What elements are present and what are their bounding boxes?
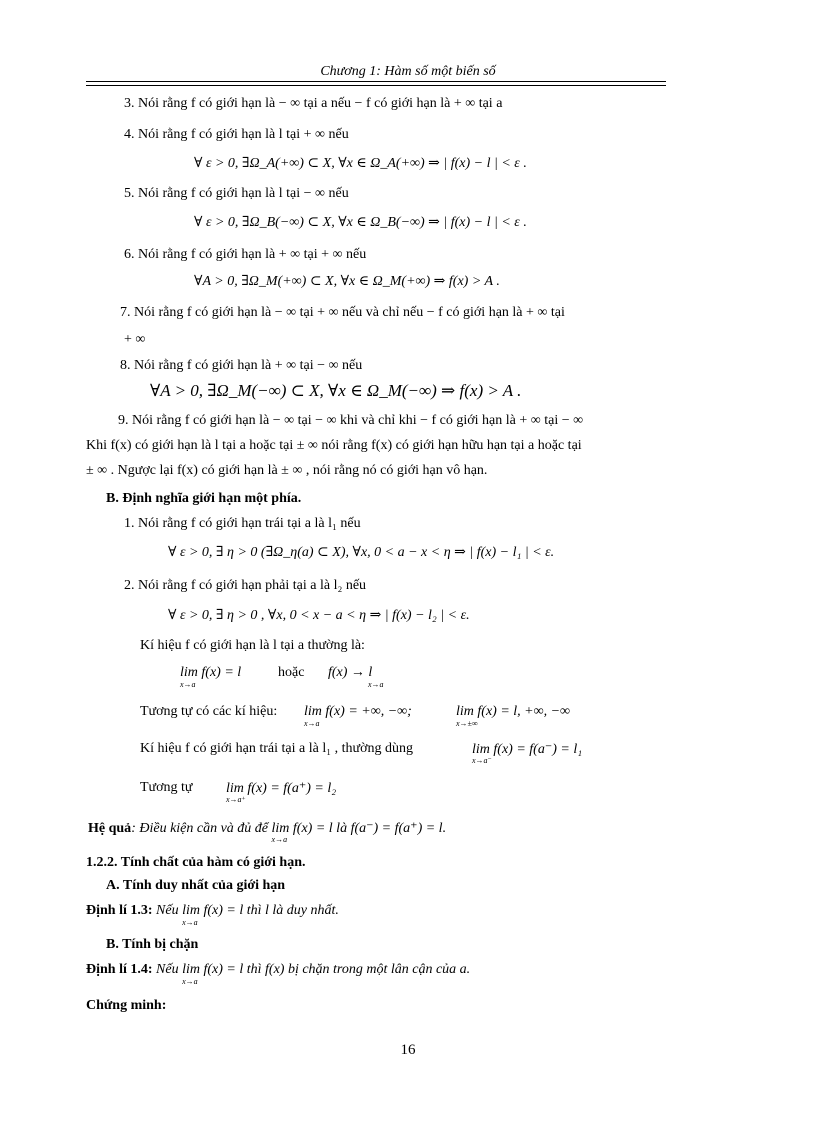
arrow-expression: f(x) → l bbox=[328, 665, 373, 680]
arrow-notation bbox=[328, 665, 384, 689]
theorem-text: Nếu bbox=[156, 903, 179, 918]
left-limit-notation-label: Kí hiệu f có giới hạn trái tại a là l₁ , thường dùng bbox=[140, 741, 413, 756]
lim-expression: lim f(x) = l, +∞, −∞ bbox=[456, 704, 571, 719]
section-b-bounded-title: B. Tính bị chặn bbox=[106, 937, 199, 952]
item-b2: 2. Nói rằng f có giới hạn phải tại a là l₂ nếu bbox=[124, 578, 367, 593]
item-4: 4. Nói rằng f có giới hạn là l tại + ∞ nếu bbox=[124, 127, 349, 142]
item-b1: 1. Nói rằng f có giới hạn trái tại a là l₁ nếu bbox=[124, 516, 361, 531]
lim-expression: lim f(x) = l thì l là duy nhất. bbox=[182, 903, 339, 918]
lim-subscript: x→a bbox=[271, 835, 288, 844]
page-number: 16 bbox=[400, 1042, 416, 1058]
lim-subscript: x→a⁻ bbox=[472, 756, 492, 765]
corollary-line bbox=[88, 820, 447, 844]
lim-notation-4 bbox=[472, 741, 583, 765]
similar-notation-label: Tương tự có các kí hiệu: bbox=[140, 704, 278, 719]
section-1-2-2-title: 1.2.2. Tính chất của hàm có giới hạn. bbox=[86, 855, 306, 870]
formula-5: ∀ ε > 0, ∃Ω_B(−∞) ⊂ X, ∀x ∈ Ω_B(−∞) ⇒ | f(x) − l | < ε . bbox=[194, 215, 527, 230]
theorem-1-3 bbox=[86, 903, 339, 927]
corollary-label: Hệ quả bbox=[88, 821, 132, 836]
formula-b1: ∀ ε > 0, ∃ η > 0 (∃Ω_η(a) ⊂ X), ∀x, 0 < a − x < η ⇒ | f(x) − l₁ | < ε. bbox=[168, 545, 555, 560]
lim-expression: lim f(x) = f(a⁺) = l₂ bbox=[226, 781, 337, 796]
lim-expression: lim f(x) = l là f(a⁻) = f(a⁺) = l. bbox=[271, 821, 447, 836]
similar-label: Tương tự bbox=[140, 780, 193, 795]
theorem-text: Nếu bbox=[156, 962, 179, 977]
formula-6: ∀A > 0, ∃Ω_M(+∞) ⊂ X, ∀x ∈ Ω_M(+∞) ⇒ f(x) > A . bbox=[194, 274, 500, 289]
corollary-text: : Điều kiện cần và đủ để bbox=[131, 821, 269, 836]
lim-subscript: x→a bbox=[304, 719, 320, 728]
paragraph-line-2: ± ∞ . Ngược lại f(x) có giới hạn là ± ∞ , nói rằng nó có giới hạn vô hạn. bbox=[86, 463, 488, 478]
item-3: 3. Nói rằng f có giới hạn là − ∞ tại a nếu − f có giới hạn là + ∞ tại a bbox=[124, 96, 503, 111]
header-rule bbox=[86, 81, 666, 82]
theorem-1-4 bbox=[86, 962, 471, 986]
formula-8: ∀A > 0, ∃Ω_M(−∞) ⊂ X, ∀x ∈ Ω_M(−∞) ⇒ f(x) > A . bbox=[150, 381, 522, 400]
formula-b2: ∀ ε > 0, ∃ η > 0 , ∀x, 0 < x − a < η ⇒ | f(x) − l₂ | < ε. bbox=[168, 608, 470, 623]
section-a-title: A. Tính duy nhất của giới hạn bbox=[106, 878, 286, 893]
lim-expression: lim f(x) = l bbox=[180, 665, 242, 680]
formula-4: ∀ ε > 0, ∃Ω_A(+∞) ⊂ X, ∀x ∈ Ω_A(+∞) ⇒ | f(x) − l | < ε . bbox=[194, 156, 527, 171]
item-9: 9. Nói rằng f có giới hạn là − ∞ tại − ∞ khi và chỉ khi − f có giới hạn là + ∞ tại − ∞ bbox=[118, 413, 584, 428]
or-word: hoặc bbox=[278, 665, 305, 680]
lim-subscript: x→a bbox=[180, 680, 196, 689]
proof-label: Chứng minh: bbox=[86, 998, 167, 1013]
notation-line-1: Kí hiệu f có giới hạn là l tại a thường là: bbox=[140, 638, 365, 653]
lim-subscript: x→a bbox=[182, 918, 198, 927]
item-6: 6. Nói rằng f có giới hạn là + ∞ tại + ∞ nếu bbox=[124, 247, 367, 262]
lim-notation-2 bbox=[304, 704, 412, 728]
lim-subscript: x→±∞ bbox=[456, 719, 478, 728]
lim-notation-3 bbox=[456, 704, 571, 728]
theorem-label: Định lí 1.3: bbox=[86, 903, 153, 918]
lim-subscript: x→a bbox=[182, 977, 198, 986]
item-7-cont: + ∞ bbox=[124, 332, 146, 347]
lim-notation-1 bbox=[180, 665, 242, 689]
item-8: 8. Nói rằng f có giới hạn là + ∞ tại − ∞ nếu bbox=[120, 358, 363, 373]
lim-expression: lim f(x) = l thì f(x) bị chặn trong một lân cận của a. bbox=[182, 962, 471, 977]
item-7: 7. Nói rằng f có giới hạn là − ∞ tại + ∞ nếu và chỉ nếu − f có giới hạn là + ∞ tại bbox=[120, 305, 565, 320]
lim-expression: lim f(x) = +∞, −∞; bbox=[304, 704, 412, 719]
item-5: 5. Nói rằng f có giới hạn là l tại − ∞ nếu bbox=[124, 186, 349, 201]
paragraph-line-1: Khi f(x) có giới hạn là l tại a hoặc tại ± ∞ nói rằng f(x) có giới hạn hữu hạn tại a hoặc tại bbox=[86, 438, 582, 453]
arrow-subscript: x→a bbox=[368, 680, 384, 689]
page-header: Chương 1: Hàm số một biến số bbox=[320, 64, 496, 79]
header-rule bbox=[86, 85, 666, 86]
lim-notation-5 bbox=[226, 780, 337, 804]
theorem-label: Định lí 1.4: bbox=[86, 962, 153, 977]
section-b-title: B. Định nghĩa giới hạn một phía. bbox=[106, 491, 302, 506]
lim-subscript: x→a⁺ bbox=[226, 795, 246, 804]
lim-expression: lim f(x) = f(a⁻) = l₁ bbox=[472, 742, 583, 757]
